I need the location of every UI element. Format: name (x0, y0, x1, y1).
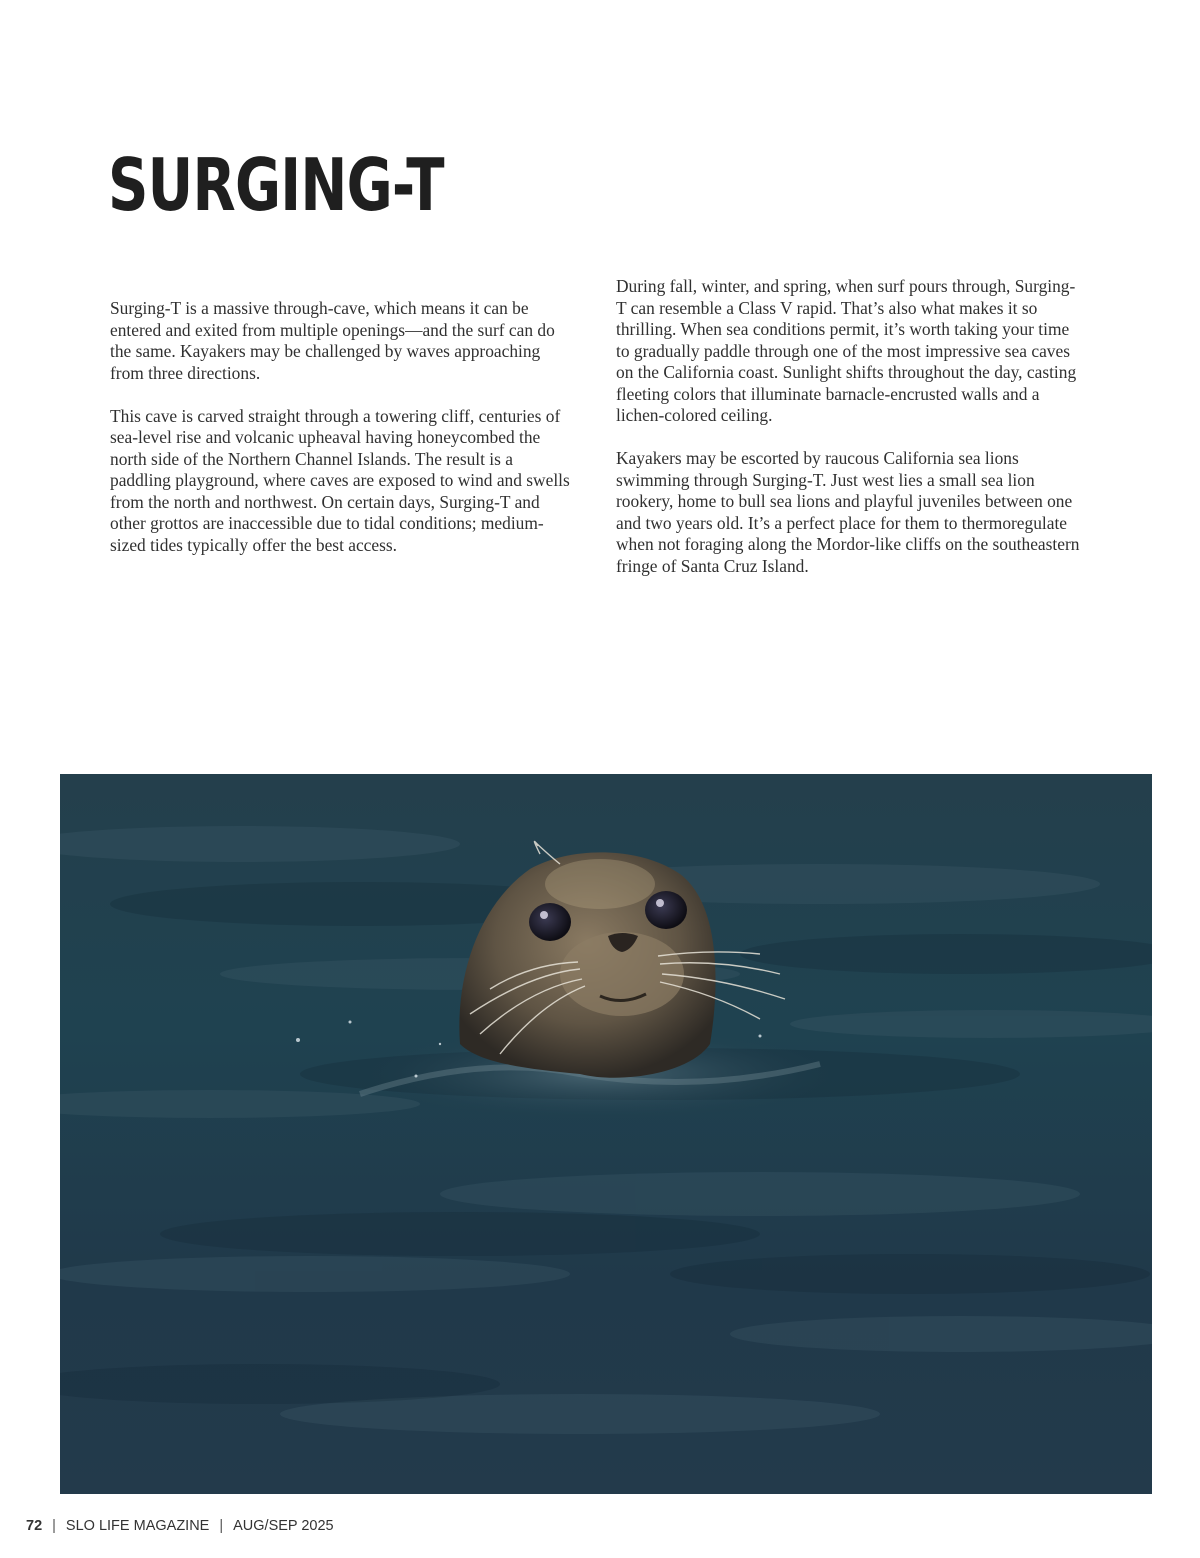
paragraph: This cave is carved straight through a towering cliff, centuries of sea-level rise and volcanic upheaval having honeycombed the north side of the Northern Channel Islands. The result is a paddling playground, where caves are exposed to wind and swells from the north and northwest. On certain days, Surging-T and other grottos are inaccessible due to tidal conditions; medium-sized tides typically offer the best access. (110, 405, 570, 555)
footer-separator: | (219, 1518, 224, 1534)
paragraph: Surging-T is a massive through-cave, which means it can be entered and exited from multiple openings—and the surf can do the same. Kayakers may be challenged by waves approaching from three directions. (110, 298, 555, 383)
page-number: 72 (26, 1518, 43, 1534)
article-left-column (110, 298, 575, 578)
article-right-column (616, 276, 1081, 599)
issue-date: AUG/SEP 2025 (233, 1518, 334, 1534)
publication-name: SLO LIFE MAGAZINE (65, 1518, 210, 1534)
seal-photo (60, 774, 1152, 1494)
paragraph: Kayakers may be escorted by raucous California sea lions swimming through Surging-T. Just west lies a small sea lion rookery, home to bull sea lions and playful juveniles between one and two years old. It’s a perfect place for them to thermoregulate when not foraging along the Mordor-like cliffs on the southeastern fringe of Santa Cruz Island. (616, 448, 1080, 576)
page-footer (26, 1518, 334, 1534)
paragraph: During fall, winter, and spring, when surf pours through, Surging-T can resemble a Class V rapid. That’s also what makes it so thrilling. When sea conditions permit, it’s worth taking your time to gradually paddle through one of the most impressive sea caves on the California coast. Sunlight shifts throughout the day, casting fleeting colors that illuminate barnacle-encrusted walls and a lichen-colored ceiling. (616, 276, 1077, 425)
footer-separator: | (52, 1518, 56, 1534)
article-title: SURGING-T (108, 143, 444, 227)
